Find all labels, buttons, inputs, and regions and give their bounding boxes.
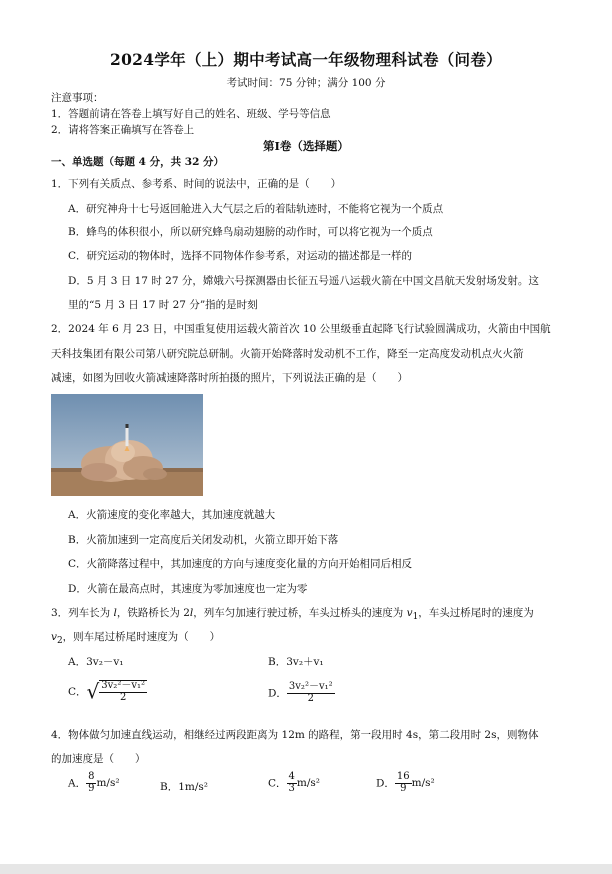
q2-stem-line1: 2．2024 年 6 月 23 日，中国重复使用运载火箭首次 10 公里级垂直起降飞行试验圆满成功，火箭由中国航 bbox=[51, 323, 551, 335]
q4-option-a: A． $\frac{8}{9}$ m/s² bbox=[68, 771, 120, 794]
q1-option-d-line2: 里的“5 月 3 日 17 时 27 分”指的是时刻 bbox=[68, 299, 258, 311]
q1-stem: 1．下列有关质点、参考系、时间的说法中，正确的是（ ） bbox=[51, 178, 342, 190]
q1-option-b: B．蜂鸟的体积很小，所以研究蜂鸟扇动翅膀的动作时，可以将它视为一个质点 bbox=[68, 226, 433, 238]
q3-option-b: B．3v₂＋v₁ bbox=[268, 656, 324, 668]
q2-stem-line3: 减速，如图为回收火箭减速降落时所拍摄的照片，下列说法正确的是（ ） bbox=[51, 372, 408, 384]
exam-title: 2024学年（上）期中考试高一年级物理科试卷（问卷） bbox=[110, 50, 502, 69]
q3-option-c: C．√ $\frac{\text{3v₂²－v₁²}}{2}$ bbox=[68, 679, 145, 704]
q1-option-d-line1: D．5 月 3 日 17 时 27 分，嫦娥六号探测器由长征五号遥八运载火箭在中国文昌航天发射场发射。这 bbox=[68, 275, 539, 287]
page-bottom-bar bbox=[0, 864, 612, 874]
q4-option-b: B．1m/s² bbox=[160, 781, 208, 793]
q1-option-a: A．研究神舟十七号返回舱进入大气层之后的着陆轨迹时，不能将它视为一个质点 bbox=[68, 203, 444, 215]
q2-option-d: D．火箭在最高点时，其速度为零加速度也一定为零 bbox=[68, 583, 308, 595]
q2-option-b: B．火箭加速到一定高度后关闭发动机，火箭立即开始下落 bbox=[68, 534, 339, 546]
part-title: 第Ⅰ卷（选择题） bbox=[263, 139, 349, 153]
q4-option-d: D． $\frac{16}{9}$ m/s² bbox=[376, 771, 435, 794]
q3-stem-line1: 3．列车长为 l，铁路桥长为 2l，列车匀加速行驶过桥，车头过桥头的速度为 $v_1$，车头过桥尾时的速度为 bbox=[51, 607, 534, 623]
note-item-2: 2．请将答案正确填写在答卷上 bbox=[51, 124, 195, 136]
q4-stem-line2: 的加速度是（ ） bbox=[51, 753, 146, 765]
note-item-1: 1．答题前请在答卷上填写好自己的姓名、班级、学号等信息 bbox=[51, 108, 331, 120]
rocket-landing-photo bbox=[51, 394, 203, 496]
q3-option-a: A．3v₂－v₁ bbox=[68, 656, 124, 668]
q1-option-c: C．研究运动的物体时，选择不同物体作参考系，对运动的描述都是一样的 bbox=[68, 250, 413, 262]
exam-subtitle: 考试时间：75 分钟；满分 100 分 bbox=[226, 77, 386, 89]
q4-option-c: C． $\frac{4}{3}$ m/s² bbox=[268, 771, 321, 794]
q4-stem-line1: 4．物体做匀加速直线运动，相继经过两段距离为 12m 的路程，第一段用时 4s，第二段用时 2s，则物体 bbox=[51, 729, 539, 741]
sqrt-icon: √ bbox=[86, 679, 100, 704]
q3-stem-line2: $v_2$，则车尾过桥尾时速度为（ ） bbox=[51, 631, 221, 647]
q2-option-c: C．火箭降落过程中，其加速度的方向与速度变化量的方向开始相同后相反 bbox=[68, 558, 413, 570]
section-title: 一、单选题（每题 4 分，共 32 分） bbox=[51, 156, 225, 168]
notes-heading: 注意事项： bbox=[51, 92, 104, 104]
q3-option-d: D． $\frac{\text{3v₂²－v₁²}}{2}$ bbox=[268, 681, 333, 704]
q2-option-a: A．火箭速度的变化率越大，其加速度就越大 bbox=[68, 509, 276, 521]
q2-stem-line2: 天科技集团有限公司第八研究院总研制。火箭开始降落时发动机不工作，降至一定高度发动机点火火箭 bbox=[51, 348, 524, 360]
